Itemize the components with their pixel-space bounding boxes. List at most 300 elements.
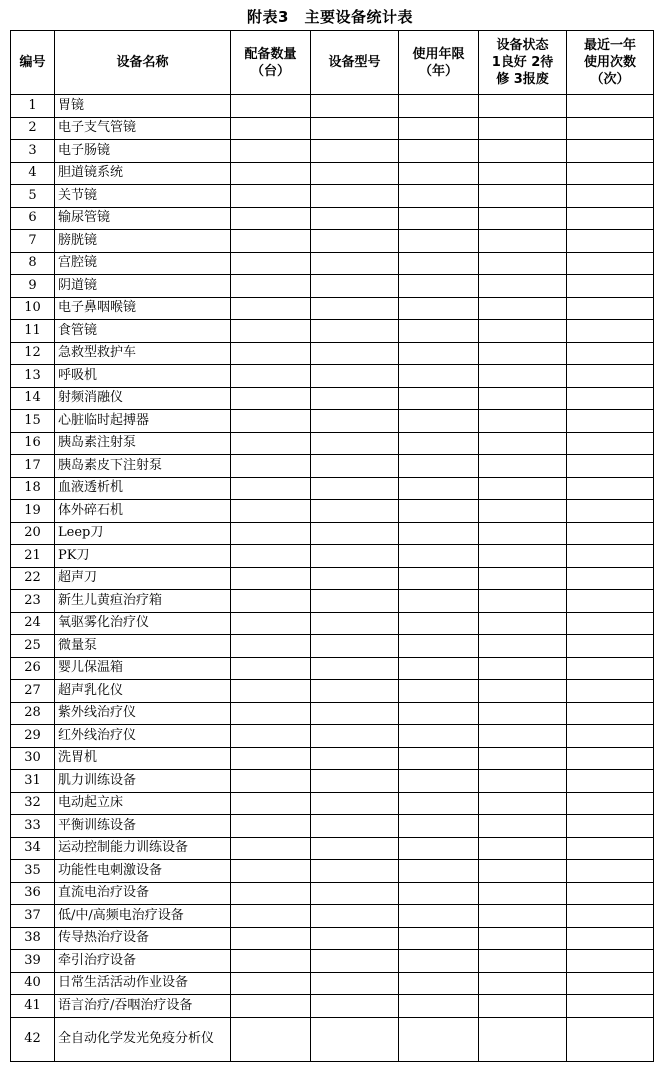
- row-number: 2: [11, 117, 55, 140]
- row-model-cell: [311, 882, 399, 905]
- row-model-cell: [311, 432, 399, 455]
- row-years-cell: [399, 1017, 479, 1061]
- header-row: [11, 31, 654, 95]
- row-qty-cell: [231, 702, 311, 725]
- row-model-cell: [311, 905, 399, 928]
- table-row: [11, 995, 654, 1018]
- row-status-cell: [479, 837, 567, 860]
- row-number: 17: [11, 455, 55, 478]
- row-qty-cell: [231, 747, 311, 770]
- row-years-cell: [399, 320, 479, 343]
- row-qty-cell: [231, 882, 311, 905]
- table-row: [11, 702, 654, 725]
- row-usage-cell: [567, 387, 654, 410]
- row-model-cell: [311, 500, 399, 523]
- row-qty-cell: [231, 297, 311, 320]
- row-years-cell: [399, 882, 479, 905]
- row-number: 19: [11, 500, 55, 523]
- row-status-cell: [479, 882, 567, 905]
- row-years-cell: [399, 117, 479, 140]
- row-model-cell: [311, 860, 399, 883]
- row-qty-cell: [231, 995, 311, 1018]
- row-qty-cell: [231, 342, 311, 365]
- row-number: 24: [11, 612, 55, 635]
- row-qty-cell: [231, 410, 311, 433]
- row-years-cell: [399, 522, 479, 545]
- table-row: [11, 792, 654, 815]
- row-model-cell: [311, 275, 399, 298]
- row-years-cell: [399, 387, 479, 410]
- table-row: [11, 905, 654, 928]
- row-status-cell: [479, 545, 567, 568]
- row-number: 38: [11, 927, 55, 950]
- row-equipment-name: 呼吸机: [55, 365, 231, 388]
- table-row: [11, 455, 654, 478]
- row-equipment-name: 日常生活活动作业设备: [55, 972, 231, 995]
- row-equipment-name: 肌力训练设备: [55, 770, 231, 793]
- row-equipment-name: 胰岛素皮下注射泵: [55, 455, 231, 478]
- table-row: [11, 162, 654, 185]
- row-years-cell: [399, 567, 479, 590]
- row-model-cell: [311, 792, 399, 815]
- row-equipment-name: 输尿管镜: [55, 207, 231, 230]
- row-qty-cell: [231, 657, 311, 680]
- row-years-cell: [399, 725, 479, 748]
- row-years-cell: [399, 612, 479, 635]
- row-status-cell: [479, 320, 567, 343]
- header-qty: 配备数量 （台）: [231, 31, 311, 95]
- row-equipment-name: Leep刀: [55, 522, 231, 545]
- row-equipment-name: 全自动化学发光免疫分析仪: [55, 1017, 231, 1061]
- row-equipment-name: 洗胃机: [55, 747, 231, 770]
- row-status-cell: [479, 387, 567, 410]
- row-years-cell: [399, 365, 479, 388]
- row-status-cell: [479, 342, 567, 365]
- row-number: 33: [11, 815, 55, 838]
- row-years-cell: [399, 342, 479, 365]
- row-status-cell: [479, 252, 567, 275]
- row-usage-cell: [567, 702, 654, 725]
- row-equipment-name: 宫腔镜: [55, 252, 231, 275]
- row-model-cell: [311, 342, 399, 365]
- row-status-cell: [479, 972, 567, 995]
- table-row: [11, 387, 654, 410]
- row-status-cell: [479, 927, 567, 950]
- row-model-cell: [311, 657, 399, 680]
- row-qty-cell: [231, 635, 311, 658]
- row-qty-cell: [231, 792, 311, 815]
- row-equipment-name: 体外碎石机: [55, 500, 231, 523]
- table-row: [11, 972, 654, 995]
- row-years-cell: [399, 500, 479, 523]
- row-qty-cell: [231, 140, 311, 163]
- table-row: [11, 365, 654, 388]
- row-status-cell: [479, 657, 567, 680]
- row-equipment-name: 阴道镜: [55, 275, 231, 298]
- table-row: [11, 837, 654, 860]
- row-years-cell: [399, 950, 479, 973]
- row-model-cell: [311, 297, 399, 320]
- table-row: [11, 927, 654, 950]
- row-qty-cell: [231, 567, 311, 590]
- row-number: 16: [11, 432, 55, 455]
- row-equipment-name: 微量泵: [55, 635, 231, 658]
- equipment-table: [10, 30, 654, 1062]
- row-equipment-name: 红外线治疗仪: [55, 725, 231, 748]
- row-years-cell: [399, 927, 479, 950]
- row-qty-cell: [231, 95, 311, 118]
- header-years: 使用年限 （年）: [399, 31, 479, 95]
- row-equipment-name: 电子肠镜: [55, 140, 231, 163]
- row-equipment-name: 急救型救护车: [55, 342, 231, 365]
- row-usage-cell: [567, 635, 654, 658]
- table-row: [11, 140, 654, 163]
- row-qty-cell: [231, 725, 311, 748]
- row-qty-cell: [231, 545, 311, 568]
- row-qty-cell: [231, 252, 311, 275]
- row-usage-cell: [567, 252, 654, 275]
- row-model-cell: [311, 207, 399, 230]
- row-usage-cell: [567, 815, 654, 838]
- table-row: [11, 882, 654, 905]
- row-usage-cell: [567, 207, 654, 230]
- row-equipment-name: 紫外线治疗仪: [55, 702, 231, 725]
- row-qty-cell: [231, 117, 311, 140]
- row-usage-cell: [567, 972, 654, 995]
- row-status-cell: [479, 162, 567, 185]
- row-usage-cell: [567, 1017, 654, 1061]
- row-equipment-name: 运动控制能力训练设备: [55, 837, 231, 860]
- table-row: [11, 117, 654, 140]
- row-number: 22: [11, 567, 55, 590]
- row-usage-cell: [567, 275, 654, 298]
- row-qty-cell: [231, 837, 311, 860]
- row-status-cell: [479, 410, 567, 433]
- row-years-cell: [399, 657, 479, 680]
- table-row: [11, 410, 654, 433]
- row-number: 6: [11, 207, 55, 230]
- table-row: [11, 657, 654, 680]
- row-equipment-name: 胆道镜系统: [55, 162, 231, 185]
- row-number: 36: [11, 882, 55, 905]
- row-number: 15: [11, 410, 55, 433]
- row-status-cell: [479, 500, 567, 523]
- row-equipment-name: 新生儿黄疸治疗箱: [55, 590, 231, 613]
- row-qty-cell: [231, 1017, 311, 1061]
- table-row: [11, 185, 654, 208]
- row-status-cell: [479, 207, 567, 230]
- row-number: 39: [11, 950, 55, 973]
- row-years-cell: [399, 792, 479, 815]
- row-equipment-name: 低/中/高频电治疗设备: [55, 905, 231, 928]
- row-equipment-name: 射频消融仪: [55, 387, 231, 410]
- row-qty-cell: [231, 770, 311, 793]
- row-model-cell: [311, 185, 399, 208]
- row-usage-cell: [567, 567, 654, 590]
- row-model-cell: [311, 927, 399, 950]
- row-equipment-name: 牵引治疗设备: [55, 950, 231, 973]
- row-equipment-name: 功能性电刺激设备: [55, 860, 231, 883]
- row-years-cell: [399, 837, 479, 860]
- row-years-cell: [399, 770, 479, 793]
- row-status-cell: [479, 725, 567, 748]
- row-number: 23: [11, 590, 55, 613]
- row-equipment-name: 婴儿保温箱: [55, 657, 231, 680]
- row-model-cell: [311, 972, 399, 995]
- row-model-cell: [311, 815, 399, 838]
- row-status-cell: [479, 95, 567, 118]
- row-usage-cell: [567, 927, 654, 950]
- row-usage-cell: [567, 680, 654, 703]
- row-usage-cell: [567, 612, 654, 635]
- row-status-cell: [479, 635, 567, 658]
- row-qty-cell: [231, 815, 311, 838]
- row-equipment-name: 平衡训练设备: [55, 815, 231, 838]
- table-row: [11, 500, 654, 523]
- row-number: 13: [11, 365, 55, 388]
- row-usage-cell: [567, 500, 654, 523]
- table-row: [11, 297, 654, 320]
- row-qty-cell: [231, 432, 311, 455]
- row-model-cell: [311, 680, 399, 703]
- row-number: 3: [11, 140, 55, 163]
- row-years-cell: [399, 635, 479, 658]
- row-number: 9: [11, 275, 55, 298]
- row-usage-cell: [567, 522, 654, 545]
- row-model-cell: [311, 477, 399, 500]
- row-qty-cell: [231, 477, 311, 500]
- row-equipment-name: 食管镜: [55, 320, 231, 343]
- row-model-cell: [311, 230, 399, 253]
- row-equipment-name: 膀胱镜: [55, 230, 231, 253]
- row-years-cell: [399, 297, 479, 320]
- row-usage-cell: [567, 950, 654, 973]
- row-usage-cell: [567, 320, 654, 343]
- row-status-cell: [479, 455, 567, 478]
- row-usage-cell: [567, 230, 654, 253]
- row-model-cell: [311, 747, 399, 770]
- row-number: 21: [11, 545, 55, 568]
- row-years-cell: [399, 230, 479, 253]
- row-equipment-name: 心脏临时起搏器: [55, 410, 231, 433]
- row-years-cell: [399, 995, 479, 1018]
- row-model-cell: [311, 410, 399, 433]
- header-status: 设备状态 1良好 2待 修 3报废: [479, 31, 567, 95]
- row-number: 8: [11, 252, 55, 275]
- row-qty-cell: [231, 905, 311, 928]
- row-number: 32: [11, 792, 55, 815]
- row-model-cell: [311, 725, 399, 748]
- row-usage-cell: [567, 837, 654, 860]
- table-row: [11, 252, 654, 275]
- row-usage-cell: [567, 882, 654, 905]
- page-title: 附表3 主要设备统计表: [247, 8, 413, 26]
- row-usage-cell: [567, 477, 654, 500]
- row-model-cell: [311, 770, 399, 793]
- row-qty-cell: [231, 162, 311, 185]
- row-model-cell: [311, 545, 399, 568]
- row-usage-cell: [567, 117, 654, 140]
- row-number: 29: [11, 725, 55, 748]
- row-years-cell: [399, 140, 479, 163]
- row-number: 41: [11, 995, 55, 1018]
- row-qty-cell: [231, 455, 311, 478]
- row-years-cell: [399, 432, 479, 455]
- row-usage-cell: [567, 792, 654, 815]
- row-model-cell: [311, 1017, 399, 1061]
- row-number: 20: [11, 522, 55, 545]
- row-usage-cell: [567, 545, 654, 568]
- row-number: 4: [11, 162, 55, 185]
- row-qty-cell: [231, 320, 311, 343]
- row-status-cell: [479, 117, 567, 140]
- row-usage-cell: [567, 365, 654, 388]
- table-body: [11, 95, 654, 1062]
- row-number: 1: [11, 95, 55, 118]
- row-years-cell: [399, 207, 479, 230]
- table-row: [11, 207, 654, 230]
- row-usage-cell: [567, 162, 654, 185]
- row-status-cell: [479, 1017, 567, 1061]
- row-years-cell: [399, 545, 479, 568]
- row-years-cell: [399, 410, 479, 433]
- row-equipment-name: 胃镜: [55, 95, 231, 118]
- row-model-cell: [311, 95, 399, 118]
- row-qty-cell: [231, 275, 311, 298]
- row-status-cell: [479, 747, 567, 770]
- row-usage-cell: [567, 297, 654, 320]
- row-status-cell: [479, 702, 567, 725]
- row-number: 40: [11, 972, 55, 995]
- row-usage-cell: [567, 657, 654, 680]
- row-equipment-name: 直流电治疗设备: [55, 882, 231, 905]
- row-years-cell: [399, 477, 479, 500]
- table-row: [11, 320, 654, 343]
- table-row: [11, 230, 654, 253]
- row-status-cell: [479, 365, 567, 388]
- row-equipment-name: 电子支气管镜: [55, 117, 231, 140]
- row-number: 25: [11, 635, 55, 658]
- row-status-cell: [479, 905, 567, 928]
- row-qty-cell: [231, 365, 311, 388]
- row-qty-cell: [231, 950, 311, 973]
- row-years-cell: [399, 162, 479, 185]
- row-status-cell: [479, 567, 567, 590]
- table-row: [11, 95, 654, 118]
- row-usage-cell: [567, 140, 654, 163]
- row-qty-cell: [231, 860, 311, 883]
- table-row: [11, 342, 654, 365]
- row-status-cell: [479, 185, 567, 208]
- row-status-cell: [479, 950, 567, 973]
- row-number: 34: [11, 837, 55, 860]
- row-model-cell: [311, 522, 399, 545]
- table-row: [11, 477, 654, 500]
- row-equipment-name: 传导热治疗设备: [55, 927, 231, 950]
- table-row: [11, 860, 654, 883]
- row-number: 37: [11, 905, 55, 928]
- row-equipment-name: 超声刀: [55, 567, 231, 590]
- row-years-cell: [399, 972, 479, 995]
- row-equipment-name: 关节镜: [55, 185, 231, 208]
- row-equipment-name: PK刀: [55, 545, 231, 568]
- row-model-cell: [311, 635, 399, 658]
- row-years-cell: [399, 680, 479, 703]
- row-status-cell: [479, 815, 567, 838]
- table-row: [11, 950, 654, 973]
- row-model-cell: [311, 387, 399, 410]
- table-row: [11, 725, 654, 748]
- table-row: [11, 747, 654, 770]
- row-model-cell: [311, 140, 399, 163]
- row-qty-cell: [231, 387, 311, 410]
- table-row: [11, 567, 654, 590]
- row-qty-cell: [231, 927, 311, 950]
- table-row: [11, 590, 654, 613]
- row-qty-cell: [231, 500, 311, 523]
- row-model-cell: [311, 365, 399, 388]
- table-row: [11, 432, 654, 455]
- row-usage-cell: [567, 995, 654, 1018]
- row-number: 12: [11, 342, 55, 365]
- row-status-cell: [479, 522, 567, 545]
- row-usage-cell: [567, 95, 654, 118]
- row-status-cell: [479, 297, 567, 320]
- table-row: [11, 612, 654, 635]
- row-years-cell: [399, 185, 479, 208]
- row-equipment-name: 血液透析机: [55, 477, 231, 500]
- row-number: 35: [11, 860, 55, 883]
- row-equipment-name: 电子鼻咽喉镜: [55, 297, 231, 320]
- row-qty-cell: [231, 185, 311, 208]
- row-usage-cell: [567, 185, 654, 208]
- table-row: [11, 635, 654, 658]
- table-row: [11, 545, 654, 568]
- row-status-cell: [479, 477, 567, 500]
- row-model-cell: [311, 837, 399, 860]
- table-row: [11, 770, 654, 793]
- row-number: 11: [11, 320, 55, 343]
- row-number: 27: [11, 680, 55, 703]
- table-row: [11, 522, 654, 545]
- row-number: 30: [11, 747, 55, 770]
- table-row: [11, 275, 654, 298]
- row-status-cell: [479, 995, 567, 1018]
- row-usage-cell: [567, 725, 654, 748]
- row-qty-cell: [231, 972, 311, 995]
- table-row: [11, 680, 654, 703]
- row-years-cell: [399, 455, 479, 478]
- row-qty-cell: [231, 590, 311, 613]
- row-usage-cell: [567, 410, 654, 433]
- row-model-cell: [311, 252, 399, 275]
- header-no: 编号: [11, 31, 55, 95]
- row-years-cell: [399, 815, 479, 838]
- row-number: 5: [11, 185, 55, 208]
- row-status-cell: [479, 140, 567, 163]
- row-model-cell: [311, 567, 399, 590]
- row-equipment-name: 电动起立床: [55, 792, 231, 815]
- row-years-cell: [399, 747, 479, 770]
- row-number: 42: [11, 1017, 55, 1061]
- row-years-cell: [399, 860, 479, 883]
- row-usage-cell: [567, 770, 654, 793]
- header-usage: 最近一年 使用次数 （次）: [567, 31, 654, 95]
- row-usage-cell: [567, 590, 654, 613]
- row-qty-cell: [231, 522, 311, 545]
- row-number: 31: [11, 770, 55, 793]
- row-number: 26: [11, 657, 55, 680]
